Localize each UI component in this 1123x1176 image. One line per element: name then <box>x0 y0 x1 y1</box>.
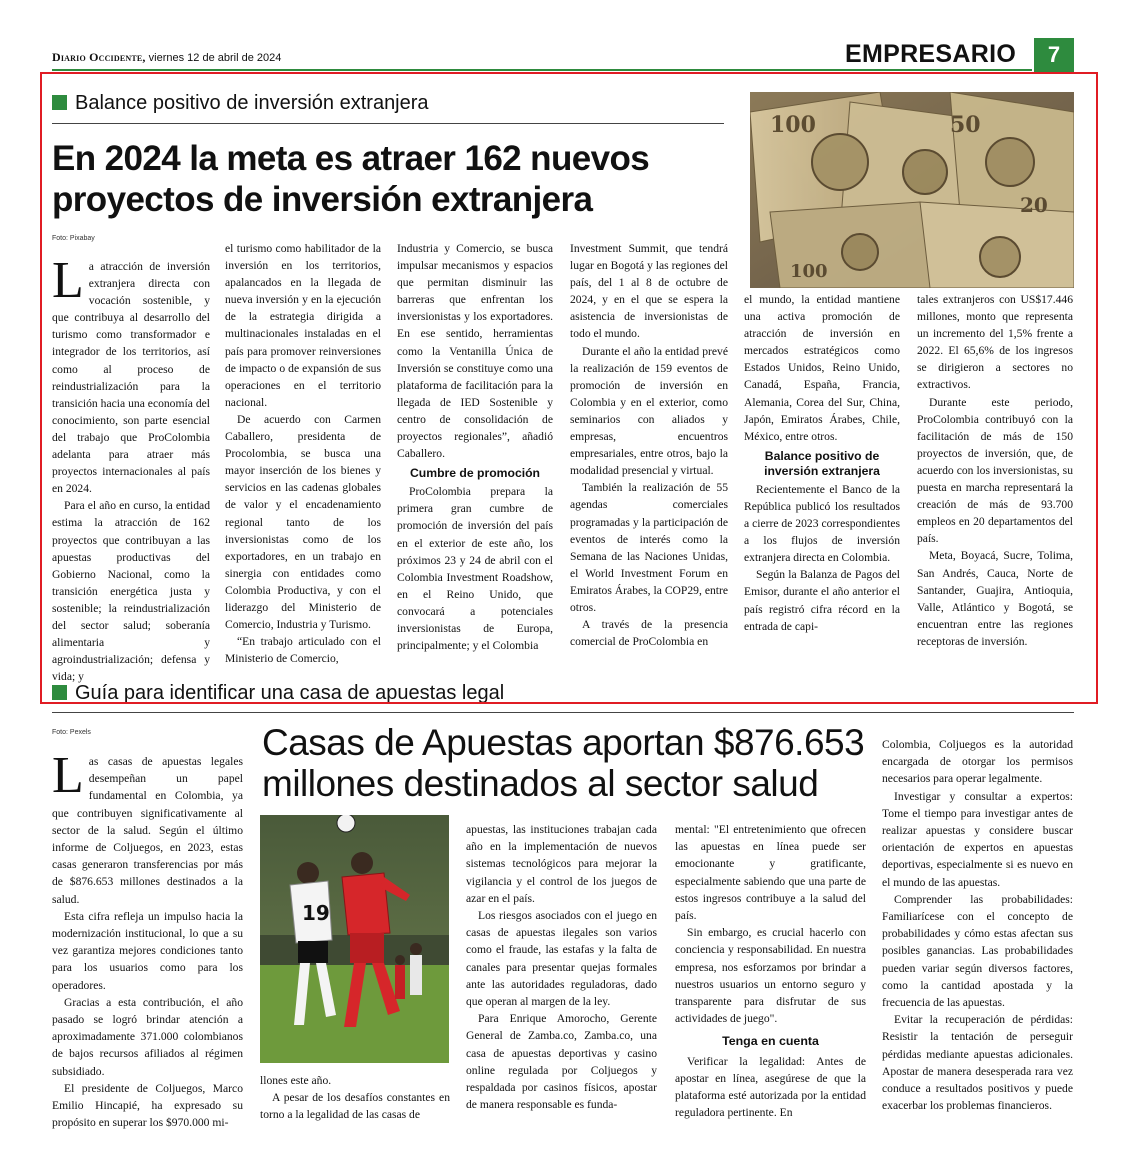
article1-column-5 <box>744 291 900 635</box>
header-rule <box>52 69 1032 71</box>
article2-column-4 <box>675 821 866 1121</box>
paragraph: A través de la presencia comercial de ProColombia en <box>570 618 728 649</box>
svg-text:19: 19 <box>302 901 330 925</box>
paragraph: Comprender las probabilidades: Familiarícese con el concepto de probabilidades y cómo estas afectan sus posibles ganancias. Las probabilidades pueden variar según diversos factores, como la cantidad apostada y la frecuencia de las apuestas. <box>882 892 1073 1010</box>
subheading: Balance positivo de inversión extranjera <box>764 448 880 478</box>
kicker-rule <box>52 123 724 124</box>
paragraph: El presidente de Coljuegos, Marco Emilio Hincapié, ha expresado su propósito en superar los $970.000 mi- <box>52 1081 243 1130</box>
paragraph: mental: "El entretenimiento que ofrecen las apuestas en línea puede ser emocionante y gratificante, especialmente sabiendo que una parte de estos ingresos contribuye a la salud del país. <box>675 823 866 923</box>
paragraph: La atracción de inversión extranjera directa con vocación sostenible, y que contribuya al desarrollo del turismo como transformador e integrador de los territorios, así como al proceso de reindustrialización para la transición hacia una economía del conocimiento, son parte esencial del trabajo que ProColombia adelanta para atraer más proyectos internacionales al país en 2024. <box>52 252 210 496</box>
paragraph: Esta cifra refleja un impulso hacia la modernización institucional, lo que a su vez garantiza mejores condiciones tanto para los usuarios como para los operadores. <box>52 909 243 992</box>
paragraph: Para Enrique Amorocho, Gerente General de Zamba.co, Zamba.co, una casa de apuestas deportivas y casino online regulada por Coljuegos y respaldada por casinos físicos, apostar de manera responsable es funda- <box>466 1012 657 1112</box>
section-title: EMPRESARIO <box>845 40 1017 68</box>
article2-column-1 <box>52 747 243 1131</box>
paragraph: Colombia, Coljuegos es la autoridad encargada de otorgar los permisos necesarios para operar legalmente. <box>882 738 1073 786</box>
article1-column-3 <box>397 240 553 654</box>
subheading: Cumbre de promoción <box>409 466 540 481</box>
green-square-icon <box>52 95 67 110</box>
svg-text:100: 100 <box>770 112 816 138</box>
paragraph: Para el año en curso, la entidad estima la atracción de 162 proyectos que contribuyan a las apuestas productivas del Gobierno Nacional, como la transición energética justa y sostenible; la reindustrialización del sector salud; soberanía alimentaria y agroindustrialización; defensa y vida; y <box>52 499 210 684</box>
soccer-photo <box>260 815 449 1063</box>
paragraph: Recientemente el Banco de la República publicó los resultados a cierre de 2023 correspondientes a los flujos de inversión extranjera directa en Colombia. <box>744 482 900 565</box>
paragraph: Industria y Comercio, se busca impulsar mecanismos y espacios que permitan disminuir las barreras que enfrentan los inversionistas y los exportadores. En ese sentido, herramientas como la Ventanilla Única de Inversión se constituye como una plataforma de facilitación para la llegada de IED Sostenible y centro de consolidación de proyectos regionales”, añadió Caballero. <box>397 242 553 461</box>
issue-date: viernes 12 de abril de 2024 <box>148 52 282 64</box>
drop-cap: L <box>52 252 84 309</box>
newspaper-name: Diario Occidente, <box>52 50 146 64</box>
paragraph: A pesar de los desafíos constantes en torno a la legalidad de las casas de <box>260 1091 450 1122</box>
article1-column-1 <box>52 252 210 685</box>
article2-column-3 <box>466 821 657 1113</box>
paragraph: También la realización de 55 agendas comerciales programadas y la participación de eventos de interés como la Semana de las Naciones Unidas, el World Investment Forum en Emiratos Árabes, la COP29, entre otros. <box>570 481 728 614</box>
kicker-rule <box>52 712 1074 713</box>
paragraph: el turismo como habilitador de la inversión en los territorios, apalancados en la llegada de nueva inversión y en la ejecución de la estrategia dirigida a multinacionales instaladas en el país para promover reinversiones de impacto o de expansión de sus operaciones en el territorio nacional. <box>225 242 381 409</box>
paragraph: Meta, Boyacá, Sucre, Tolima, San Andrés, Cauca, Norte de Santander, Guajira, Antioquia, Valle, Atlántico y Bogotá, se encuentran entre las regiones receptoras de inversión. <box>917 549 1073 648</box>
paragraph: ProColombia prepara la primera gran cumbre de promoción de inversión del país en el exterior de este año, los próximos 23 y 24 de abril con el Colombia Investment Roadshow, en el Reino Unido, que convocará a potenciales inversionistas de Europa, principalmente; y el Colombia <box>397 485 553 653</box>
article1-column-2 <box>225 240 381 667</box>
article2-headline: Casas de Apuestas aportan $876.653 millones destinados al sector salud <box>262 722 865 804</box>
paragraph: llones este año. <box>260 1074 332 1087</box>
drop-cap: L <box>52 747 84 804</box>
paragraph: Durante el año la entidad prevé la realización de 159 eventos de promoción de inversión en Colombia y en el exterior, como seminarios con aliados y empresas, encuentros empresariales, entre otros, bajo la modalidad presencial y virtual. <box>570 344 728 478</box>
paragraph: Sin embargo, es crucial hacerlo con conciencia y responsabilidad. En nuestra empresa, nos esforzamos por brindar a nuestros usuarios un entorno seguro y transparente para disfrutar de sus actividades de juego". <box>675 926 866 1026</box>
paragraph: Evitar la recuperación de pérdidas: Resistir la tentación de perseguir pérdidas mediante apuestas adicionales. Apostar de manera desesperada rara vez conduce a resultados positivos y puede exacerbar los problemas financieros. <box>882 1013 1073 1113</box>
paragraph: Verificar la legalidad: Antes de apostar en línea, asegúrese de que la plataforma esté autorizada por la entidad reguladora pertinente. En <box>675 1054 866 1120</box>
paragraph: apuestas, las instituciones trabajan cada año en la implementación de nuevos sistemas tecnológicos para mejorar la vigilancia y el control de los juegos de azar en el país. <box>466 823 657 905</box>
paragraph: el mundo, la entidad mantiene una activa promoción de atracción de inversión en mercados estratégicos como Estados Unidos, Reino Unido, Canadá, España, Francia, Alemania, Corea del Sur, China, Japón, Emiratos Árabes, Chile, México, entre otros. <box>744 293 900 443</box>
money-photo <box>750 92 1074 288</box>
green-square-icon <box>52 685 67 700</box>
article1-column-4 <box>570 240 728 650</box>
paragraph: Durante este periodo, ProColombia contribuyó con la facilitación de más de 150 proyectos de inversión, que, de acuerdo con los inversionistas, su puesta en marcha representará la creación de más de 93.700 empleos en 20 departamentos del país. <box>917 395 1073 546</box>
paragraph: Según la Balanza de Pagos del Emisor, durante el año anterior el país registró cifra récord en la entrada de capi- <box>744 568 900 633</box>
svg-text:100: 100 <box>790 261 828 282</box>
article1-headline: En 2024 la meta es atraer 162 nuevos proyectos de inversión extranjera <box>52 139 650 219</box>
paragraph: Gracias a esta contribución, el año pasado se logró brindar atención a aproximadamente 371.000 colombianos de bajos recursos afiliados al régimen subsidiado. <box>52 995 243 1078</box>
photo-credit: Foto: Pexels <box>52 729 91 736</box>
paragraph: Las casas de apuestas legales desempeñan un papel fundamental en Colombia, ya que contribuyen significativamente al sector de la salud. Según el último informe de Coljuegos, en 2023, estas casas generaron transferencias por más de $876.653 millones destinados a la salud. <box>52 747 243 906</box>
paragraph: “En trabajo articulado con el Ministerio de Comercio, <box>225 635 381 666</box>
paragraph: Los riesgos asociados con el juego en casas de apuestas ilegales son varios como el fraude, las estafas y la falta de canales para presentar quejas formales ante las autoridades reguladoras, dado que operan al margen de la ley. <box>466 909 657 1009</box>
article2-column-2 <box>260 1072 450 1124</box>
svg-text:20: 20 <box>1020 193 1048 217</box>
article1-kicker: Balance positivo de inversión extranjera <box>52 92 429 115</box>
masthead <box>52 50 281 65</box>
article2-column-5 <box>882 736 1073 1114</box>
page-number: 7 <box>1034 38 1074 72</box>
subheading: Tenga en cuenta <box>722 1034 819 1049</box>
paragraph: tales extranjeros con US$17.446 millones, monto que representa un incremento del 1,5% frente a 2022. El 65,6% de los ingresos se dirigieron a sectores no extractivos. <box>917 293 1073 392</box>
paragraph: Investment Summit, que tendrá lugar en Bogotá y las regiones del país, del 1 al 8 de octubre de 2024, y en el que se espera la asistencia de inversionistas de todo el mundo. <box>570 242 728 341</box>
paragraph: Investigar y consultar a expertos: Tome el tiempo para investigar antes de realizar apuestas y considere buscar orientación de expertos en apuestas deportivas, especialmente si es nuevo en el mundo de las apuestas. <box>882 789 1073 889</box>
svg-text:50: 50 <box>950 112 981 138</box>
article1-column-6 <box>917 291 1073 650</box>
paragraph: De acuerdo con Carmen Caballero, presidenta de Procolombia, se busca una mayor inserción de los bienes y servicios en las cadenas globales de valor y el encadenamiento regional tanto de los inversionistas como de los exportadores, en un trabajo en sinergia con entidades como Colombia Productiva, y con el liderazgo del Ministerio de Comercio, Industria y Turismo. <box>225 412 381 632</box>
photo-credit: Foto: Pixabay <box>52 235 95 242</box>
article2-kicker: Guía para identificar una casa de apuestas legal <box>52 682 504 704</box>
